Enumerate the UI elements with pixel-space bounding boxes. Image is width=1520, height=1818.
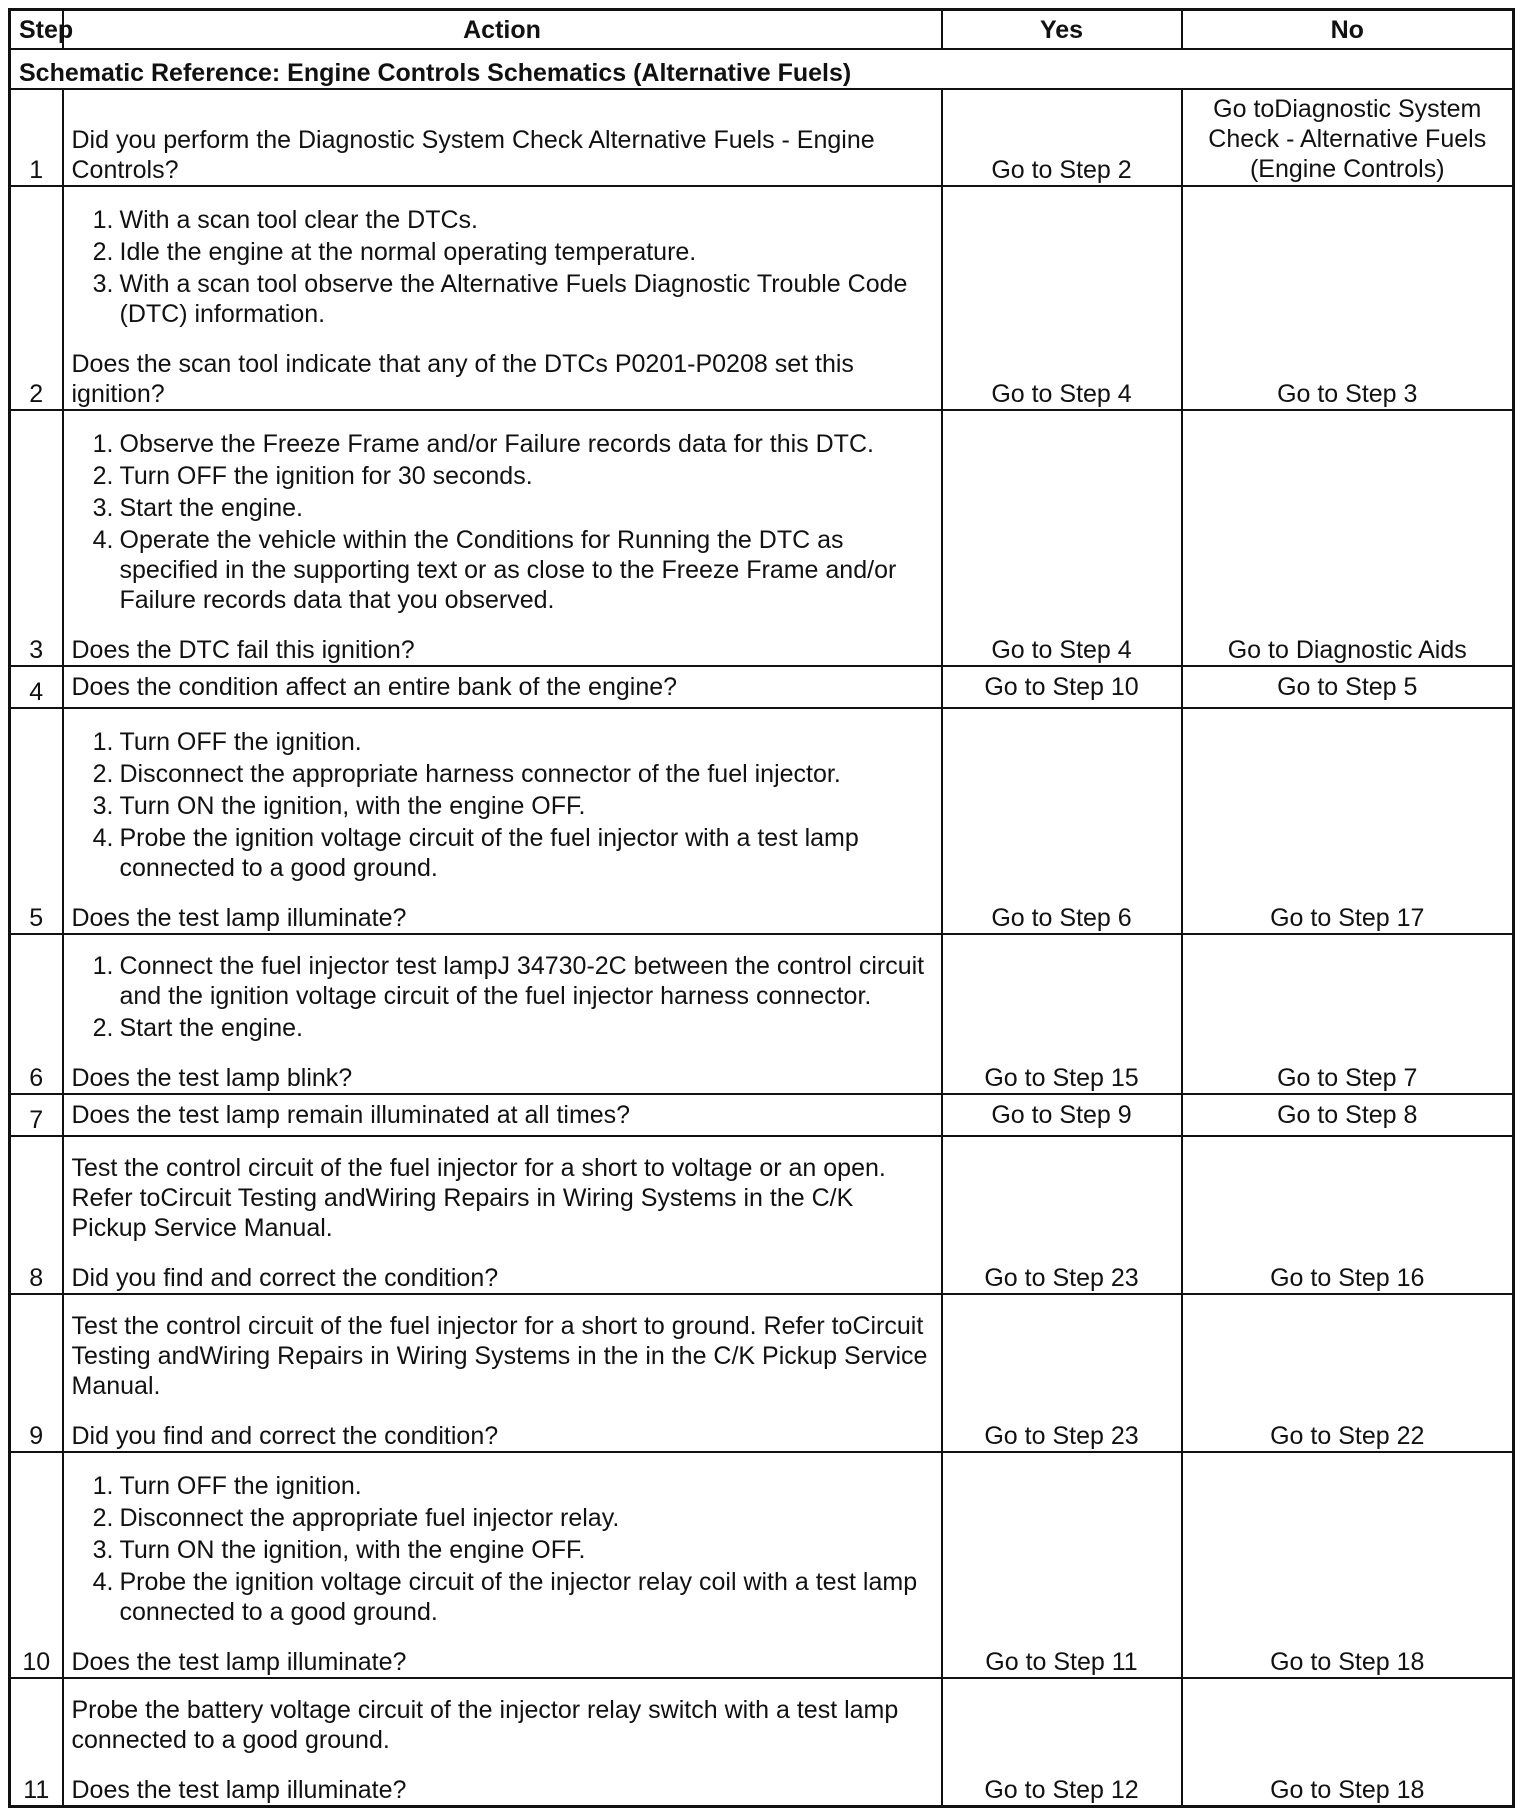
action-cell: [63, 186, 942, 410]
step-number: 6: [10, 934, 63, 1094]
action-cell: [63, 666, 942, 708]
no-cell: Go to Step 8: [1182, 1094, 1514, 1136]
table-row: [10, 708, 1514, 934]
no-cell: Go to Step 17: [1182, 708, 1514, 934]
yes-cell: Go to Step 11: [942, 1452, 1182, 1678]
instruction-item: Connect the fuel injector test lampJ 34730-2C between the control circuit and the ignition voltage circuit of the fuel injector harness connector.: [119, 952, 925, 1010]
table-row: [10, 1136, 1514, 1294]
header-yes: Yes: [942, 10, 1182, 50]
reference-row: [10, 49, 1514, 89]
header-action: Action: [63, 10, 942, 50]
step-number: 11: [10, 1678, 63, 1806]
table-row: [10, 89, 1514, 186]
table-row: [10, 410, 1514, 666]
header-no: No: [1182, 10, 1514, 50]
question-text: Does the test lamp illuminate?: [71, 904, 407, 932]
instruction-item: Observe the Freeze Frame and/or Failure records data for this DTC.: [119, 430, 874, 458]
instruction-item: Probe the ignition voltage circuit of the fuel injector with a test lamp connected to a good ground.: [119, 824, 859, 882]
header-step: Step: [10, 10, 63, 50]
instruction-list: [72, 429, 933, 615]
instruction-item: Start the engine.: [119, 494, 303, 522]
yes-cell: Go to Step 23: [942, 1294, 1182, 1452]
yes-cell: Go to Step 2: [942, 89, 1182, 186]
instruction-item: With a scan tool clear the DTCs.: [119, 206, 478, 234]
table-row: [10, 1452, 1514, 1678]
instruction-item: Turn ON the ignition, with the engine OFF.: [119, 792, 586, 820]
instruction-list: [72, 205, 933, 329]
yes-cell: Go to Step 9: [942, 1094, 1182, 1136]
action-cell: [63, 1094, 942, 1136]
yes-cell: Go to Step 10: [942, 666, 1182, 708]
yes-cell: Go to Step 4: [942, 186, 1182, 410]
diagnostic-table: [8, 8, 1515, 1808]
no-cell: Go to Step 22: [1182, 1294, 1514, 1452]
question-text: Does the test lamp blink?: [71, 1064, 353, 1092]
step-number: 1: [10, 89, 63, 186]
action-cell: [63, 708, 942, 934]
table-row: [10, 1294, 1514, 1452]
question-text: Does the scan tool indicate that any of the DTCs P0201-P0208 set this ignition?: [71, 350, 854, 408]
yes-cell: Go to Step 4: [942, 410, 1182, 666]
yes-cell: Go to Step 6: [942, 708, 1182, 934]
instruction-item: Turn OFF the ignition for 30 seconds.: [119, 462, 533, 490]
action-text: Does the test lamp remain illuminated at all times?: [71, 1101, 631, 1129]
no-cell: Go to Step 5: [1182, 666, 1514, 708]
no-cell: Go toDiagnostic System Check - Alternative Fuels (Engine Controls): [1182, 89, 1514, 186]
action-text: Did you perform the Diagnostic System Check Alternative Fuels - Engine Controls?: [71, 126, 875, 184]
instruction-item: Probe the ignition voltage circuit of the injector relay coil with a test lamp connected to a good ground.: [119, 1568, 918, 1626]
instruction-item: Disconnect the appropriate harness connector of the fuel injector.: [119, 760, 841, 788]
action-cell: [63, 89, 942, 186]
instruction-list: [72, 1471, 933, 1627]
action-text: Does the condition affect an entire bank of the engine?: [71, 673, 678, 701]
question-text: Does the DTC fail this ignition?: [71, 636, 415, 664]
question-text: Did you find and correct the condition?: [71, 1264, 499, 1292]
step-number: 10: [10, 1452, 63, 1678]
step-number: 2: [10, 186, 63, 410]
table-row: [10, 934, 1514, 1094]
instruction-item: Turn ON the ignition, with the engine OFF.: [119, 1536, 586, 1564]
instruction-item: Turn OFF the ignition.: [119, 1472, 362, 1500]
step-number: 3: [10, 410, 63, 666]
action-text: Test the control circuit of the fuel injector for a short to voltage or an open. Refer toCircuit Testing andWiring Repairs in Wiring Systems in the C/K Pickup Service Manual.: [71, 1154, 886, 1242]
action-cell: [63, 1136, 942, 1294]
instruction-item: Operate the vehicle within the Conditions for Running the DTC as specified in the supporting text or as close to the Freeze Frame and/or Failure records data that you observed.: [119, 526, 897, 614]
action-cell: [63, 934, 942, 1094]
table-row: [10, 666, 1514, 708]
action-text: Test the control circuit of the fuel injector for a short to ground. Refer toCircuit Testing andWiring Repairs in Wiring Systems in the in the C/K Pickup Service Manual.: [71, 1312, 928, 1400]
step-number: 9: [10, 1294, 63, 1452]
instruction-item: Idle the engine at the normal operating temperature.: [119, 238, 697, 266]
step-number: 8: [10, 1136, 63, 1294]
no-cell: Go to Step 18: [1182, 1452, 1514, 1678]
step-number: 4: [10, 666, 63, 708]
instruction-list: [72, 727, 933, 883]
schematic-reference: Schematic Reference: Engine Controls Schematics (Alternative Fuels): [10, 49, 1514, 89]
no-cell: Go to Step 3: [1182, 186, 1514, 410]
no-cell: Go to Step 16: [1182, 1136, 1514, 1294]
action-cell: [63, 1294, 942, 1452]
table-row: [10, 1094, 1514, 1136]
header-row: [10, 10, 1514, 50]
step-number: 5: [10, 708, 63, 934]
question-text: Does the test lamp illuminate?: [71, 1648, 407, 1676]
instruction-list: [72, 951, 933, 1043]
instruction-item: With a scan tool observe the Alternative Fuels Diagnostic Trouble Code (DTC) information.: [119, 270, 908, 328]
step-number: 7: [10, 1094, 63, 1136]
action-text: Probe the battery voltage circuit of the injector relay switch with a test lamp connected to a good ground.: [71, 1695, 899, 1754]
yes-cell: Go to Step 15: [942, 934, 1182, 1094]
no-cell: Go to Diagnostic Aids: [1182, 410, 1514, 666]
action-cell: [63, 1678, 942, 1806]
instruction-item: Start the engine.: [119, 1014, 303, 1042]
yes-cell: Go to Step 12: [942, 1678, 1182, 1806]
question-text: Does the test lamp illuminate?: [71, 1775, 407, 1804]
instruction-item: Turn OFF the ignition.: [119, 728, 362, 756]
no-cell: Go to Step 18: [1182, 1678, 1514, 1806]
yes-cell: Go to Step 23: [942, 1136, 1182, 1294]
no-cell: Go to Step 7: [1182, 934, 1514, 1094]
instruction-item: Disconnect the appropriate fuel injector relay.: [119, 1504, 620, 1532]
question-text: Did you find and correct the condition?: [71, 1422, 499, 1450]
table-row: [10, 186, 1514, 410]
table-row: [10, 1678, 1514, 1806]
action-cell: [63, 1452, 942, 1678]
action-cell: [63, 410, 942, 666]
